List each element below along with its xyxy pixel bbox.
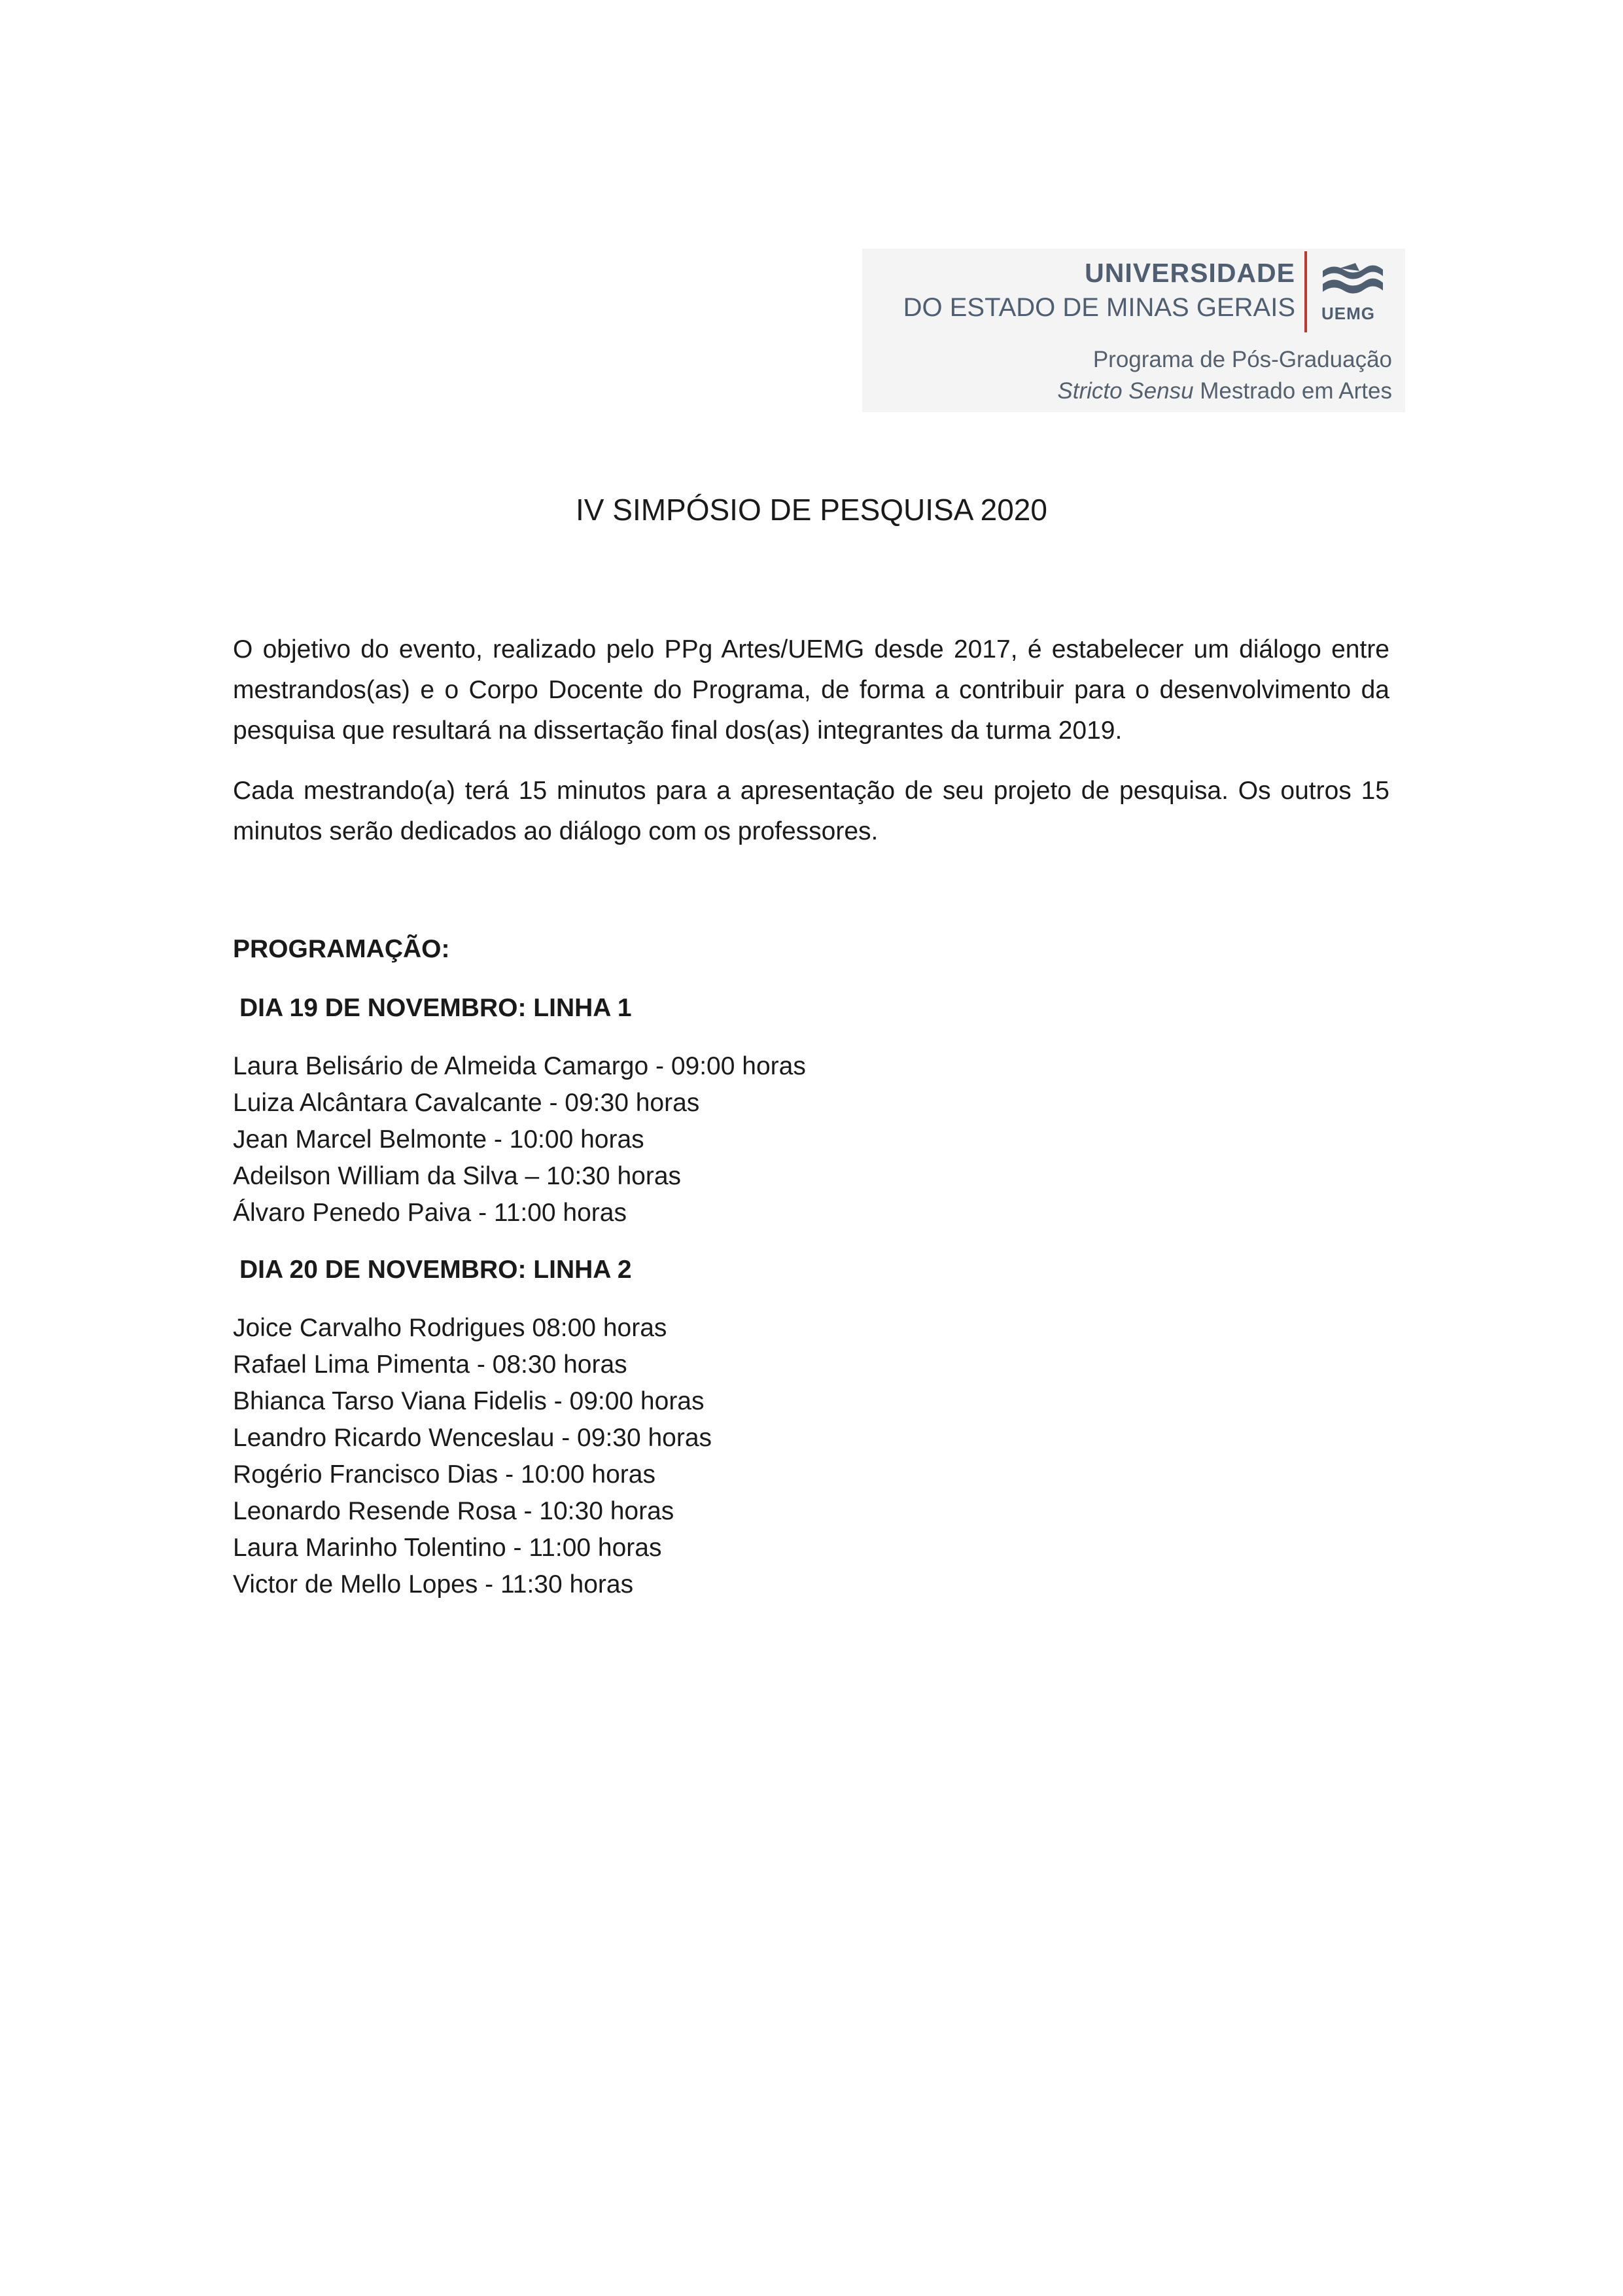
emblem-label: UEMG (1321, 304, 1375, 323)
uemg-emblem-icon (1320, 262, 1386, 301)
university-name-line1: UNIVERSIDADE (1085, 258, 1295, 288)
program-heading: PROGRAMAÇÃO: (233, 935, 450, 963)
intro-paragraph-2: Cada mestrando(a) terá 15 minutos para a apresentação de seu projeto de pesquisa. Os outros 15 minutos serão dedicados ao diálogo com os professores. (233, 777, 1389, 845)
schedule-entry: Laura Marinho Tolentino - 11:00 horas (233, 1534, 662, 1562)
schedule-entry: Adeilson William da Silva – 10:30 horas (233, 1162, 682, 1190)
program-name-line2 (1057, 378, 1392, 404)
schedule-entry: Rafael Lima Pimenta - 08:30 horas (233, 1351, 627, 1379)
schedule-entry: Rogério Francisco Dias - 10:00 horas (233, 1460, 655, 1489)
schedule-entry: Luiza Alcântara Cavalcante - 09:30 horas (233, 1089, 700, 1117)
schedule-entry: Laura Belisário de Almeida Camargo - 09:00 horas (233, 1052, 806, 1080)
schedule-entry: Bhianca Tarso Viana Fidelis - 09:00 horas (233, 1387, 705, 1415)
university-name-line2: DO ESTADO DE MINAS GERAIS (903, 293, 1295, 322)
schedule-list-day-20 (233, 1310, 1389, 1603)
schedule-entry: Álvaro Penedo Paiva - 11:00 horas (233, 1199, 627, 1227)
schedule-entry: Joice Carvalho Rodrigues 08:00 horas (233, 1314, 667, 1342)
intro-paragraph-1: O objetivo do evento, realizado pelo PPg Artes/UEMG desde 2017, é estabelecer um diálogo entre mestrandos(as) e o Corpo Docente do Programa, de forma a contribuir para o desenvolvimento da pesquisa que resultará na dissertação final dos(as) integrantes da turma 2019. (233, 635, 1389, 745)
program-name-line1: Programa de Pós-Graduação (1092, 347, 1392, 372)
logo-divider (1304, 251, 1307, 332)
university-logo (862, 249, 1405, 412)
schedule-entry: Leonardo Resende Rosa - 10:30 horas (233, 1497, 674, 1525)
page-title: IV SIMPÓSIO DE PESQUISA 2020 (576, 493, 1047, 527)
document-body (233, 629, 1389, 1603)
program-name-italic: Stricto Sensu (1057, 378, 1194, 404)
day-heading: DIA 20 DE NOVEMBRO: LINHA 2 (239, 1256, 632, 1284)
day-heading: DIA 19 DE NOVEMBRO: LINHA 1 (239, 994, 632, 1022)
schedule-list-day-19 (233, 1048, 1389, 1231)
schedule-entry: Victor de Mello Lopes - 11:30 horas (233, 1570, 634, 1598)
schedule-entry: Leandro Ricardo Wenceslau - 09:30 horas (233, 1424, 712, 1452)
schedule-entry: Jean Marcel Belmonte - 10:00 horas (233, 1125, 644, 1154)
program-name-rest: Mestrado em Artes (1193, 378, 1392, 404)
